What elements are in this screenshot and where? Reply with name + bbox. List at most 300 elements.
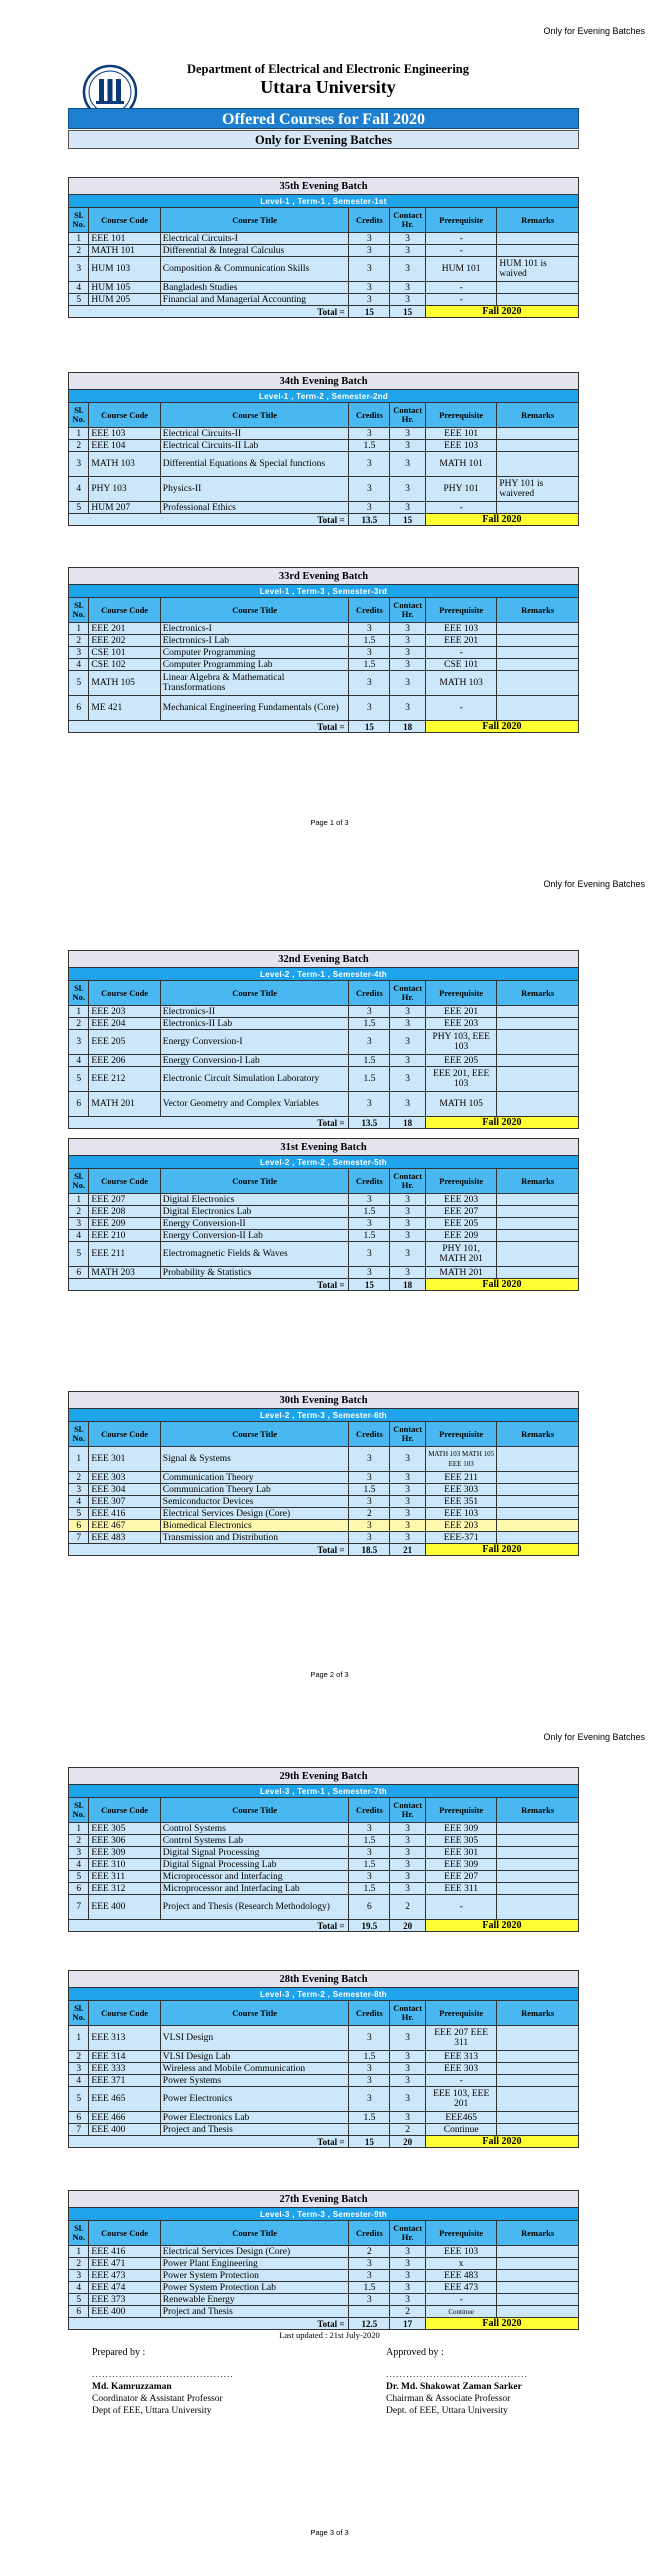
remarks-cell	[497, 1206, 579, 1218]
course-row	[69, 294, 579, 306]
remarks-cell	[497, 659, 579, 671]
page-number: Page 3 of 3	[310, 2528, 349, 2537]
course-title-cell: Bangladesh Studies	[160, 282, 349, 294]
batch-title: 32nd Evening Batch	[69, 951, 579, 968]
contact-hour-cell: 3	[390, 1230, 426, 1242]
total-contact-hours: 18	[390, 1117, 426, 1129]
remarks-cell	[497, 440, 579, 452]
course-code-cell: EEE 304	[89, 1484, 160, 1496]
prerequisite-cell: EEE 209	[425, 1230, 496, 1242]
course-code-cell: EEE 473	[89, 2270, 160, 2282]
course-title-cell: Energy Conversion-II	[160, 1218, 349, 1230]
course-row	[69, 2026, 579, 2051]
serial-cell: 3	[69, 2063, 89, 2075]
serial-cell: 1	[69, 1194, 89, 1206]
remarks-cell	[497, 1532, 579, 1544]
prerequisite-cell: MATH 101	[425, 452, 496, 477]
signature-line: ..........................................	[92, 2370, 234, 2380]
course-code-cell: MATH 103	[89, 452, 160, 477]
prerequisite-cell: EEE 211	[425, 1472, 496, 1484]
course-row	[69, 1823, 579, 1835]
serial-cell: 7	[69, 1532, 89, 1544]
total-label: Total =	[69, 2318, 349, 2330]
column-header: Credits	[349, 1169, 390, 1194]
course-code-cell: CSE 102	[89, 659, 160, 671]
course-table	[68, 2190, 579, 2330]
serial-cell: 4	[69, 1230, 89, 1242]
total-contact-hours: 18	[390, 721, 426, 733]
level-term-semester: Level-2 , Term-2 , Semester-5th	[69, 1156, 579, 1169]
total-credits: 13.5	[349, 1117, 390, 1129]
credits-cell: 1.5	[349, 1055, 390, 1067]
course-code-cell: EEE 203	[89, 1006, 160, 1018]
course-code-cell: EEE 483	[89, 1532, 160, 1544]
course-code-cell: EEE 400	[89, 2124, 160, 2136]
prerequisite-cell: PHY 101, MATH 201	[425, 1242, 496, 1267]
column-header: Course Code	[89, 1422, 160, 1447]
column-header: Course Title	[160, 1798, 349, 1823]
batch-table	[68, 567, 579, 733]
course-table	[68, 1767, 579, 1932]
course-title-cell: Energy Conversion-II Lab	[160, 1230, 349, 1242]
course-row	[69, 2112, 579, 2124]
contact-hour-cell: 3	[390, 1859, 426, 1871]
course-title-cell: Power System Protection	[160, 2270, 349, 2282]
contact-hour-cell: 3	[390, 1508, 426, 1520]
column-header: Course Title	[160, 208, 349, 233]
credits-cell: 6	[349, 1895, 390, 1920]
total-contact-hours: 15	[390, 514, 426, 526]
course-title-cell: Control Systems Lab	[160, 1835, 349, 1847]
page-number: Page 2 of 3	[310, 1670, 349, 1679]
credits-cell: 1.5	[349, 1018, 390, 1030]
course-row	[69, 1006, 579, 1018]
level-term-semester: Level-1 , Term-2 , Semester-2nd	[69, 390, 579, 403]
serial-cell: 5	[69, 294, 89, 306]
column-header: Remarks	[497, 981, 579, 1006]
course-code-cell: EEE 101	[89, 233, 160, 245]
course-row	[69, 1242, 579, 1267]
total-label: Total =	[69, 1279, 349, 1291]
level-term-semester: Level-1 , Term-1 , Semester-1st	[69, 195, 579, 208]
prerequisite-cell: EEE 301	[425, 1847, 496, 1859]
prerequisite-cell: EEE465	[425, 2112, 496, 2124]
column-header: Sl. No.	[69, 403, 89, 428]
column-header: Prerequisite	[425, 981, 496, 1006]
prerequisite-cell: HUM 101	[425, 257, 496, 282]
course-title-cell: Differential Equations & Special functions	[160, 452, 349, 477]
semester-badge: Fall 2020	[425, 1544, 578, 1556]
total-credits: 18.5	[349, 1544, 390, 1556]
serial-cell: 2	[69, 1472, 89, 1484]
course-title-cell: Electronics-I Lab	[160, 635, 349, 647]
credits-cell	[349, 2306, 390, 2318]
course-row	[69, 1206, 579, 1218]
prerequisite-cell: -	[425, 1895, 496, 1920]
course-code-cell: EEE 209	[89, 1218, 160, 1230]
contact-hour-cell: 3	[390, 1835, 426, 1847]
serial-cell: 6	[69, 2112, 89, 2124]
remarks-cell	[497, 2270, 579, 2282]
contact-hour-cell: 3	[390, 2051, 426, 2063]
serial-cell: 7	[69, 2124, 89, 2136]
course-row	[69, 1496, 579, 1508]
column-header: Course Title	[160, 981, 349, 1006]
remarks-cell	[497, 245, 579, 257]
contact-hour-cell: 3	[390, 2294, 426, 2306]
semester-badge: Fall 2020	[425, 514, 578, 526]
prerequisite-cell: EEE 103	[425, 1508, 496, 1520]
course-row	[69, 1018, 579, 1030]
serial-cell: 6	[69, 1883, 89, 1895]
serial-cell: 1	[69, 623, 89, 635]
offered-courses-banner: Offered Courses for Fall 2020	[68, 108, 579, 129]
course-title-cell: Project and Thesis (Research Methodology)	[160, 1895, 349, 1920]
prerequisite-cell: MATH 103 MATH 105 EEE 103	[425, 1447, 496, 1472]
column-header: Course Title	[160, 2001, 349, 2026]
credits-cell: 1.5	[349, 1230, 390, 1242]
credits-cell: 3	[349, 452, 390, 477]
contact-hour-cell: 3	[390, 440, 426, 452]
course-title-cell: VLSI Design Lab	[160, 2051, 349, 2063]
contact-hour-cell: 2	[390, 2124, 426, 2136]
course-code-cell: EEE 314	[89, 2051, 160, 2063]
column-header: Contact Hr.	[390, 1169, 426, 1194]
remarks-cell	[497, 1230, 579, 1242]
course-title-cell: Computer Programming	[160, 647, 349, 659]
credits-cell: 3	[349, 294, 390, 306]
total-credits: 19.5	[349, 1920, 390, 1932]
course-title-cell: Digital Electronics	[160, 1194, 349, 1206]
column-header: Sl. No.	[69, 2221, 89, 2246]
prerequisite-cell: EEE 351	[425, 1496, 496, 1508]
header-note: Only for Evening Batches	[543, 1732, 645, 1742]
serial-cell: 6	[69, 2306, 89, 2318]
prerequisite-cell: -	[425, 2294, 496, 2306]
prerequisite-cell: Continue	[425, 2306, 496, 2318]
prerequisite-cell: -	[425, 294, 496, 306]
course-row	[69, 671, 579, 696]
column-header: Remarks	[497, 208, 579, 233]
column-header: Prerequisite	[425, 403, 496, 428]
remarks-cell	[497, 2087, 579, 2112]
course-row	[69, 1871, 579, 1883]
contact-hour-cell: 3	[390, 2258, 426, 2270]
course-title-cell: Wireless and Mobile Communication	[160, 2063, 349, 2075]
last-updated: Last updated : 21st July-2020	[279, 2330, 380, 2340]
course-row	[69, 659, 579, 671]
remarks-cell	[497, 452, 579, 477]
remarks-cell	[497, 1092, 579, 1117]
column-header: Credits	[349, 1798, 390, 1823]
course-row	[69, 1835, 579, 1847]
course-code-cell: EEE 471	[89, 2258, 160, 2270]
course-code-cell: EEE 465	[89, 2087, 160, 2112]
prerequisite-cell: EEE 205	[425, 1055, 496, 1067]
contact-hour-cell: 3	[390, 245, 426, 257]
credits-cell: 3	[349, 282, 390, 294]
batch-table	[68, 1767, 579, 1932]
contact-hour-cell: 3	[390, 257, 426, 282]
serial-cell: 2	[69, 1018, 89, 1030]
column-header: Remarks	[497, 1169, 579, 1194]
total-row	[69, 2136, 579, 2148]
course-code-cell: EEE 333	[89, 2063, 160, 2075]
total-row	[69, 306, 579, 318]
page-number: Page 1 of 3	[310, 818, 349, 827]
credits-cell: 3	[349, 696, 390, 721]
course-table	[68, 1391, 579, 1556]
column-header: Sl. No.	[69, 1422, 89, 1447]
course-table	[68, 1138, 579, 1291]
course-code-cell: EEE 206	[89, 1055, 160, 1067]
column-header: Remarks	[497, 2221, 579, 2246]
batch-title: 28th Evening Batch	[69, 1971, 579, 1988]
credits-cell: 3	[349, 1006, 390, 1018]
column-header: Course Code	[89, 1798, 160, 1823]
credits-cell: 3	[349, 477, 390, 502]
column-header: Course Code	[89, 2221, 160, 2246]
prerequisite-cell: EEE 103, EEE 201	[425, 2087, 496, 2112]
course-code-cell: EEE 416	[89, 1508, 160, 1520]
total-row	[69, 1279, 579, 1291]
course-title-cell: Electronics-I	[160, 623, 349, 635]
prerequisite-cell: EEE 311	[425, 1883, 496, 1895]
credits-cell: 1.5	[349, 2112, 390, 2124]
total-label: Total =	[69, 514, 349, 526]
contact-hour-cell: 3	[390, 1871, 426, 1883]
serial-cell: 7	[69, 1895, 89, 1920]
department-title: Department of Electrical and Electronic Engineering	[186, 62, 469, 76]
course-title-cell: VLSI Design	[160, 2026, 349, 2051]
serial-cell: 4	[69, 1859, 89, 1871]
level-term-semester: Level-3 , Term-3 , Semester-9th	[69, 2208, 579, 2221]
remarks-cell	[497, 2075, 579, 2087]
total-credits: 15	[349, 306, 390, 318]
course-row	[69, 1472, 579, 1484]
course-row	[69, 2124, 579, 2136]
course-row	[69, 1218, 579, 1230]
course-code-cell: EEE 400	[89, 1895, 160, 1920]
credits-cell: 3	[349, 2075, 390, 2087]
contact-hour-cell: 3	[390, 1847, 426, 1859]
course-row	[69, 2258, 579, 2270]
batch-title: 27th Evening Batch	[69, 2191, 579, 2208]
course-title-cell: Project and Thesis	[160, 2124, 349, 2136]
course-code-cell: EEE 371	[89, 2075, 160, 2087]
course-title-cell: Power Plant Engineering	[160, 2258, 349, 2270]
credits-cell: 1.5	[349, 659, 390, 671]
course-title-cell: Power Electronics	[160, 2087, 349, 2112]
prerequisite-cell: EEE 309	[425, 1859, 496, 1871]
total-credits: 12.5	[349, 2318, 390, 2330]
course-title-cell: Electrical Circuits-I	[160, 233, 349, 245]
remarks-cell	[497, 1484, 579, 1496]
prerequisite-cell: -	[425, 233, 496, 245]
total-label: Total =	[69, 1544, 349, 1556]
contact-hour-cell: 3	[390, 2087, 426, 2112]
prerequisite-cell: EEE 207	[425, 1871, 496, 1883]
total-credits: 15	[349, 721, 390, 733]
column-header: Sl. No.	[69, 1798, 89, 1823]
column-header: Contact Hr.	[390, 403, 426, 428]
credits-cell: 3	[349, 2258, 390, 2270]
prerequisite-cell: -	[425, 647, 496, 659]
total-label: Total =	[69, 306, 349, 318]
column-header: Credits	[349, 1422, 390, 1447]
column-header: Course Code	[89, 208, 160, 233]
course-table	[68, 372, 579, 526]
column-header: Course Code	[89, 981, 160, 1006]
total-credits: 13.5	[349, 514, 390, 526]
course-code-cell: MATH 203	[89, 1267, 160, 1279]
semester-badge: Fall 2020	[425, 721, 578, 733]
serial-cell: 2	[69, 2051, 89, 2063]
contact-hour-cell: 3	[390, 1018, 426, 1030]
total-contact-hours: 20	[390, 1920, 426, 1932]
credits-cell: 3	[349, 647, 390, 659]
approver-name: Dr. Md. Shakowat Zaman Sarker	[386, 2382, 522, 2392]
contact-hour-cell: 3	[390, 1030, 426, 1055]
column-header: Contact Hr.	[390, 208, 426, 233]
course-code-cell: MATH 101	[89, 245, 160, 257]
level-term-semester: Level-3 , Term-2 , Semester-8th	[69, 1988, 579, 2001]
contact-hour-cell: 3	[390, 2246, 426, 2258]
course-code-cell: MATH 201	[89, 1092, 160, 1117]
batch-title: 34th Evening Batch	[69, 373, 579, 390]
prerequisite-cell: -	[425, 696, 496, 721]
course-row	[69, 1520, 579, 1532]
remarks-cell	[497, 502, 579, 514]
column-header: Credits	[349, 208, 390, 233]
contact-hour-cell: 3	[390, 635, 426, 647]
course-title-cell: Microprocessor and Interfacing	[160, 1871, 349, 1883]
prepared-by-label: Prepared by :	[92, 2347, 146, 2358]
prerequisite-cell: -	[425, 282, 496, 294]
credits-cell: 3	[349, 1218, 390, 1230]
contact-hour-cell: 3	[390, 1092, 426, 1117]
serial-cell: 2	[69, 1206, 89, 1218]
remarks-cell	[497, 1194, 579, 1206]
remarks-cell	[497, 1835, 579, 1847]
remarks-cell	[497, 1030, 579, 1055]
prerequisite-cell: EEE 201	[425, 1006, 496, 1018]
column-header: Credits	[349, 2221, 390, 2246]
prepared-by-block	[92, 2347, 234, 2417]
column-header: Course Title	[160, 403, 349, 428]
credits-cell: 3	[349, 257, 390, 282]
remarks-cell	[497, 294, 579, 306]
course-row	[69, 1484, 579, 1496]
header-note: Only for Evening Batches	[543, 879, 645, 889]
course-row	[69, 257, 579, 282]
contact-hour-cell: 3	[390, 1472, 426, 1484]
contact-hour-cell: 3	[390, 1447, 426, 1472]
total-row	[69, 1117, 579, 1129]
contact-hour-cell: 3	[390, 294, 426, 306]
course-code-cell: EEE 467	[89, 1520, 160, 1532]
course-code-cell: CSE 101	[89, 647, 160, 659]
prerequisite-cell: EEE 103	[425, 2246, 496, 2258]
course-title-cell: Composition & Communication Skills	[160, 257, 349, 282]
remarks-cell	[497, 2258, 579, 2270]
total-contact-hours: 15	[390, 306, 426, 318]
course-table	[68, 1970, 579, 2148]
contact-hour-cell: 3	[390, 2026, 426, 2051]
course-title-cell: Power System Protection Lab	[160, 2282, 349, 2294]
course-code-cell: EEE 373	[89, 2294, 160, 2306]
serial-cell: 2	[69, 635, 89, 647]
course-row	[69, 2282, 579, 2294]
serial-cell: 1	[69, 2026, 89, 2051]
total-row	[69, 514, 579, 526]
contact-hour-cell: 3	[390, 1206, 426, 1218]
approver-role: Chairman & Associate Professor	[386, 2394, 511, 2404]
serial-cell: 3	[69, 257, 89, 282]
contact-hour-cell: 3	[390, 1194, 426, 1206]
column-header: Remarks	[497, 403, 579, 428]
course-title-cell: Digital Signal Processing	[160, 1847, 349, 1859]
serial-cell: 4	[69, 659, 89, 671]
remarks-cell	[497, 1823, 579, 1835]
course-title-cell: Electromagnetic Fields & Waves	[160, 1242, 349, 1267]
prerequisite-cell: EEE-371	[425, 1532, 496, 1544]
prerequisite-cell: Continue	[425, 2124, 496, 2136]
remarks-cell	[497, 1018, 579, 1030]
column-header: Contact Hr.	[390, 981, 426, 1006]
prerequisite-cell: EEE 309	[425, 1823, 496, 1835]
contact-hour-cell: 3	[390, 233, 426, 245]
serial-cell: 2	[69, 245, 89, 257]
prerequisite-cell: EEE 473	[425, 2282, 496, 2294]
course-table	[68, 567, 579, 733]
course-title-cell: Semiconductor Devices	[160, 1496, 349, 1508]
course-code-cell: EEE 312	[89, 1883, 160, 1895]
contact-hour-cell: 3	[390, 1496, 426, 1508]
credits-cell: 1.5	[349, 1206, 390, 1218]
column-header: Course Code	[89, 598, 160, 623]
total-contact-hours: 17	[390, 2318, 426, 2330]
column-header: Prerequisite	[425, 2221, 496, 2246]
serial-cell: 5	[69, 671, 89, 696]
course-title-cell: Vector Geometry and Complex Variables	[160, 1092, 349, 1117]
level-term-semester: Level-2 , Term-3 , Semester-6th	[69, 1409, 579, 1422]
course-title-cell: Digital Signal Processing Lab	[160, 1859, 349, 1871]
serial-cell: 3	[69, 1218, 89, 1230]
remarks-cell: PHY 101 is waivered	[497, 477, 579, 502]
course-code-cell: EEE 400	[89, 2306, 160, 2318]
course-code-cell: EEE 301	[89, 1447, 160, 1472]
remarks-cell	[497, 1847, 579, 1859]
semester-badge: Fall 2020	[425, 1117, 578, 1129]
column-header: Sl. No.	[69, 981, 89, 1006]
serial-cell: 2	[69, 440, 89, 452]
course-code-cell: EEE 303	[89, 1472, 160, 1484]
prerequisite-cell: EEE 203	[425, 1520, 496, 1532]
credits-cell: 2	[349, 2246, 390, 2258]
credits-cell: 1.5	[349, 1067, 390, 1092]
course-title-cell: Electronics-II Lab	[160, 1018, 349, 1030]
credits-cell: 3	[349, 1823, 390, 1835]
course-code-cell: EEE 201	[89, 623, 160, 635]
course-title-cell: Power Electronics Lab	[160, 2112, 349, 2124]
column-header: Course Title	[160, 1422, 349, 1447]
course-code-cell: EEE 310	[89, 1859, 160, 1871]
remarks-cell	[497, 1871, 579, 1883]
credits-cell: 1.5	[349, 1835, 390, 1847]
serial-cell: 3	[69, 1847, 89, 1859]
contact-hour-cell: 3	[390, 2063, 426, 2075]
